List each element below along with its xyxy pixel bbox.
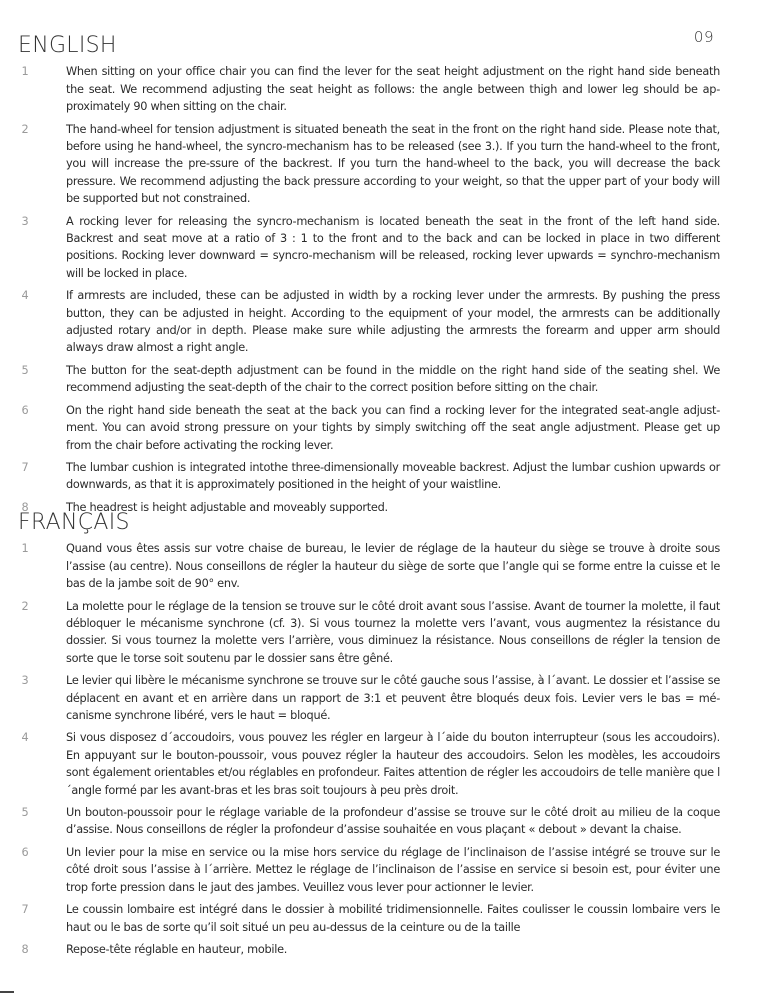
english-item-7 [18,459,720,494]
item-text: Le levier qui libère le mécanisme synchrone se trouve sur le côté gauche sous l’assise, à l´avant. Le dossier et l’assise se déplacent en avant et en arrière dans un rapport de 3:1 et peuvent être bloqués deux fois. Levier vers le bas = mé-canisme synchrone libéré, vers le haut = bloqué. [66,674,720,723]
item-text: A rocking lever for releasing the syncro-mechanism is located beneath the seat in the front of the left hand side. Backrest and seat move at a ratio of 3 : 1 to the front and to the back and can be locked in place in two different positions. Rocking lever downward = syncro-mechanism will be released, rocking lever upwards = synchro-mechanism will be locked in place. [66,214,720,280]
french-instruction-list [18,540,720,958]
item-text: Repose-tête réglable en hauteur, mobile. [66,942,288,956]
item-number: 8 [21,942,29,956]
english-item-6 [18,402,720,454]
page-number: 09 [693,28,714,46]
english-item-5 [18,362,720,397]
french-item-3 [18,672,720,724]
item-text: La molette pour le réglage de la tension se trouve sur le côté droit avant sous l’assise. Avant de tourner la molette, il faut débloquer le mécanisme synchrone (cf. 3). Si vous tournez la molette vers l’avant, vous augmentez la résistance du dossier. Si vous tournez la molette vers l’arrière, vous diminuez la résistance. Nous conseillons de régler la tension de sorte que le torse soit soutenu par le dossier sans être gêné. [66,599,720,665]
item-number: 8 [21,500,29,514]
item-number: 1 [21,65,29,79]
french-item-5 [18,804,720,839]
item-number: 6 [21,845,29,859]
french-item-1 [18,540,720,592]
french-item-6 [18,844,720,896]
french-item-8 [18,941,720,958]
item-number: 5 [21,806,29,820]
french-section [18,510,720,963]
french-item-7 [18,901,720,936]
english-item-1 [18,63,720,115]
item-number: 4 [21,289,29,303]
item-number: 7 [21,460,29,474]
french-heading: FRANÇAIS [18,510,130,535]
english-section [18,33,720,521]
english-item-4 [18,287,720,357]
item-text: Un bouton-poussoir pour le réglage variable de la profondeur d’assise se trouve sur le côté droit au milieu de la coque d’assise. Nous conseillons de régler la profondeur d’assise souhaitée en vous plaçant « debout » devant la chaise. [66,806,720,837]
item-text: On the right hand side beneath the seat at the back you can find a rocking lever for the integrated seat-angle adjust-ment. You can avoid strong pressure on your tights by simply switching off the seat angle adjustment. Please get up from the chair before activating the rocking lever. [66,403,720,452]
item-number: 7 [21,903,29,917]
item-number: 2 [21,599,29,613]
item-text: When sitting on your office chair you can find the lever for the seat height adjustment on the right hand side beneath the seat. We recommend adjusting the seat height as follows: the angle between thigh and lower leg should be ap-proximately 90 when sitting on the chair. [66,65,720,114]
item-number: 3 [21,214,29,228]
item-text: Un levier pour la mise en service ou la mise hors service du réglage de l’inclinaison de l’assise intégré se trouve sur le côté droit sous l’assise à l´arrière. Mettez le réglage de l’inclinaison de l’assise en service si besoin est, pour éviter une trop forte pression dans le jaut des jambes. Veuillez vous lever pour actionner le levier. [66,845,720,894]
english-item-2 [18,121,720,208]
item-text: The headrest is height adjustable and moveably supported. [66,500,388,514]
item-text: Si vous disposez d´accoudoirs, vous pouvez les régler en largeur à l´aide du bouton interrupteur (sous les accoudoirs). En appuyant sur le bouton-poussoir, vous pouvez régler la hauteur des accoudoirs. Selon les modèles, les accoudoirs sont également orientables et/ou réglables en profondeur. Faites attention de régler les accoudoirs de telle manière que l´angle formé par les avant-bras et les bras soit toujours à peu près droit. [66,731,720,797]
item-text: The lumbar cushion is integrated intothe three-dimensionally moveable backrest. Adjust the lumbar cushion upwards or downwards, as that it is approximately positioned in the height of your waistline. [66,460,720,492]
english-instruction-list [18,63,720,516]
item-number: 2 [21,122,29,136]
item-text: If armrests are included, these can be adjusted in width by a rocking lever under the armrests. By pushing the press button, they can be adjusted in height. According to the equipment of your model, the armrests can be additionally adjusted rotary and/or in depth. Please make sure while adjusting the armrests the forearm and upper arm should always draw almost a right angle. [66,289,720,355]
english-heading: ENGLISH [18,33,117,58]
item-text: The hand-wheel for tension adjustment is situated beneath the seat in the front on the right hand side. Please note that, before using he hand-wheel, the syncro-mechanism has to be released (see 3.). If you turn the hand-wheel to the front, you will increase the pre-ssure of the backrest. If you turn the hand-wheel to the back, you will decrease the back pressure. We recommend adjusting the back pressure according to your weight, so that the upper part of your body will be supported but not constrained. [66,122,720,206]
item-text: Le coussin lombaire est intégré dans le dossier à mobilité tridimensionnelle. Faites coulisser le coussin lombaire vers le haut ou le bas de sorte qu’il soit situé un peu au-dessus de la ceinture ou de la taille [66,903,720,934]
item-number: 4 [21,731,29,745]
item-number: 3 [21,674,29,688]
item-text: The button for the seat-depth adjustment can be found in the middle on the right hand side of the seating shel. We recommend adjusting the seat-depth of the chair to the correct position before sitting on the chair. [66,363,720,395]
french-item-4 [18,729,720,799]
item-number: 1 [21,542,29,556]
item-number: 6 [21,403,29,417]
item-text: Quand vous êtes assis sur votre chaise de bureau, le levier de réglage de la hauteur du siège se trouve à droite sous l’assise (au centre). Nous conseillons de régler la hauteur du siège de sorte que l’angle qui se forme entre la cuisse et le bas de la jambe soit de 90° env. [66,542,720,591]
english-item-3 [18,213,720,283]
french-item-2 [18,598,720,668]
item-number: 5 [21,363,29,377]
